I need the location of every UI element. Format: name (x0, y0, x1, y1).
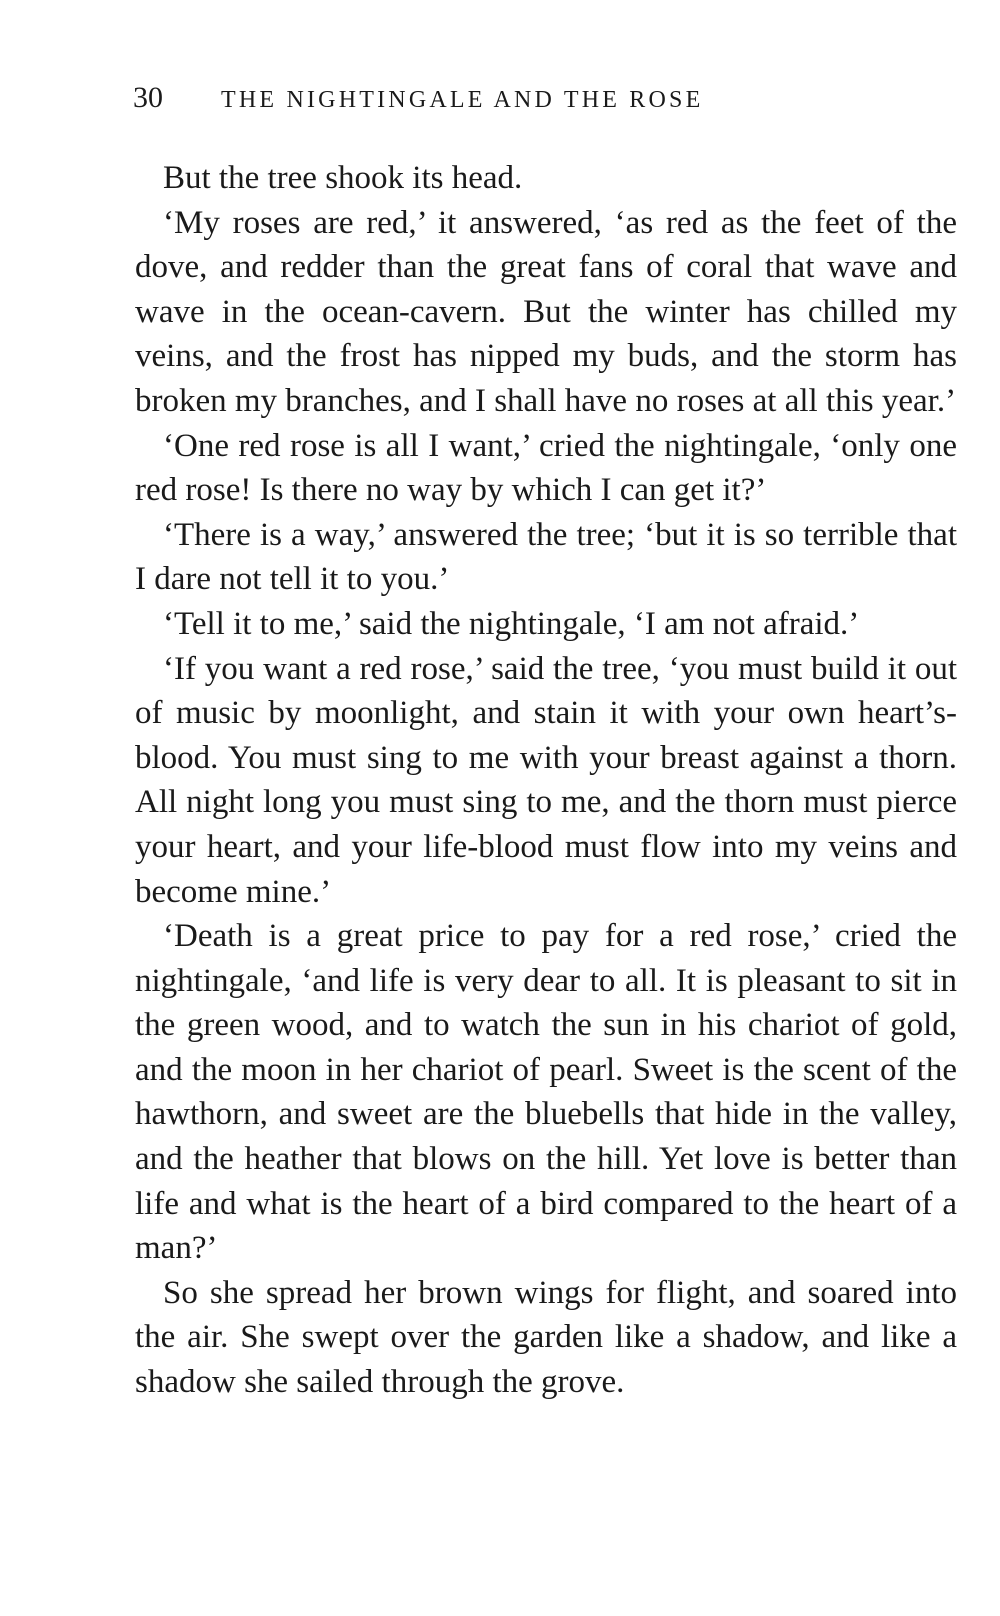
paragraph: ‘Tell it to me,’ said the nightingale, ‘I am not afraid.’ (163, 605, 860, 642)
running-head (133, 78, 953, 118)
paragraph: But the tree shook its head. (163, 160, 523, 196)
paragraph: ‘If you want a red rose,’ said the tree, ‘you must build it out of music by moonlight, and stain it with your own heart’s-blood. You must sing to me with your breast against a thorn. All night long you must sing to me, and the thorn must pierce your heart, and your life-blood must flow into my veins and become mine.’ (135, 650, 957, 910)
paragraph: ‘One red rose is all I want,’ cried the nightingale, ‘only one red rose! Is there no way by which I can get it?’ (135, 427, 957, 509)
page-number: 30 (133, 81, 163, 114)
body-text (135, 156, 957, 1405)
paragraph: ‘My roses are red,’ it answered, ‘as red as the feet of the dove, and redder than the great fans of coral that wave and wave in the ocean-cavern. But the winter has chilled my veins, and the frost has nipped my buds, and the storm has broken my branches, and I shall have no roses at all this year.’ (135, 204, 957, 419)
paragraph: ‘Death is a great price to pay for a red rose,’ cried the nightingale, ‘and life is very dear to all. It is pleasant to sit in the green wood, and to watch the sun in his chariot of gold, and the moon in her chariot of pearl. Sweet is the scent of the hawthorn, and sweet are the bluebells that hide in the valley, and the heather that blows on the hill. Yet love is better than life and what is the heart of a bird compared to the heart of a man?’ (135, 918, 957, 1267)
paragraph: ‘There is a way,’ answered the tree; ‘but it is so terrible that I dare not tell it to you.’ (135, 516, 957, 598)
paragraph: So she spread her brown wings for flight, and soared into the air. She swept over the garden like a shadow, and like a shadow she sailed through the grove. (135, 1274, 957, 1401)
running-title: THE NIGHTINGALE AND THE ROSE (221, 87, 704, 113)
